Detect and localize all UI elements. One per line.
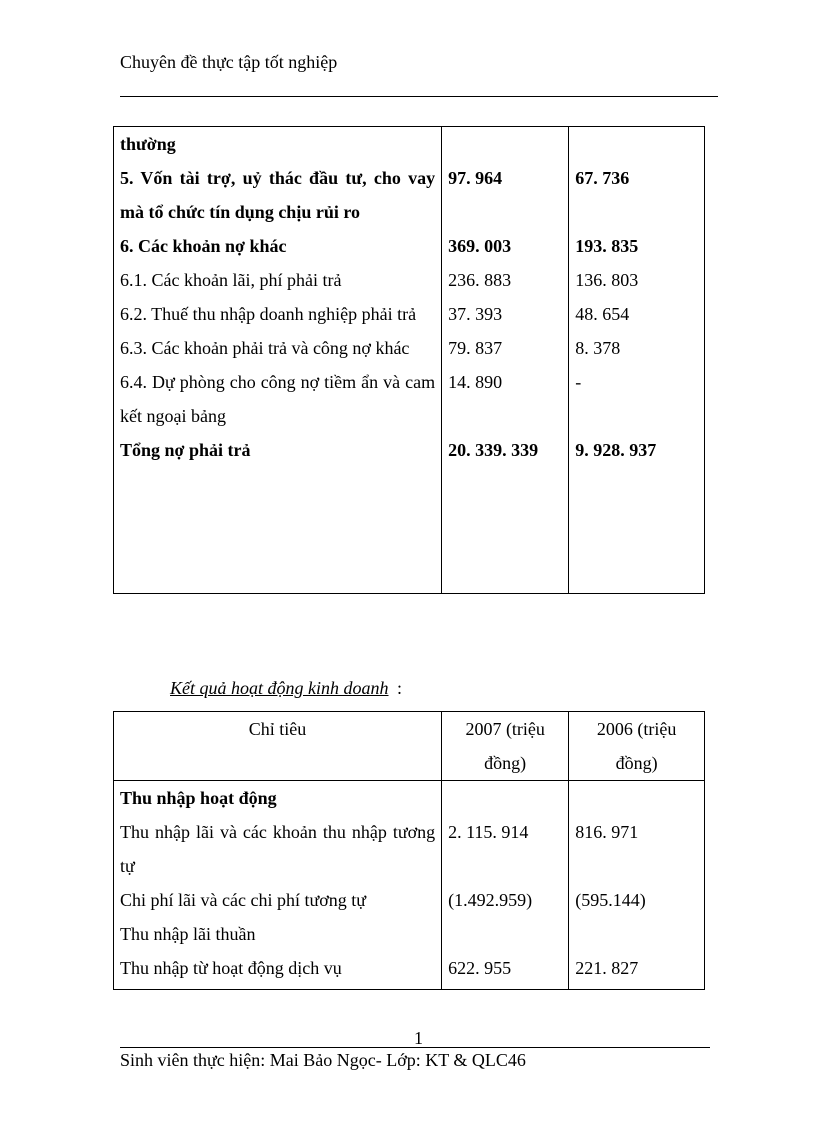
row-label: 6.4. Dự phòng cho công nợ tiềm ẩn và cam kết ngoại bảng — [114, 365, 442, 433]
value-2006: 816. 971 — [569, 815, 705, 883]
header-indicator: Chỉ tiêu — [114, 712, 442, 781]
section-caption: Kết quả hoạt động kinh doanh — [170, 678, 389, 698]
row-label: Thu nhập lãi và các khoản thu nhập tương tự — [114, 815, 442, 883]
value-2006: 48. 654 — [569, 297, 705, 331]
row-label: Chi phí lãi và các chi phí tương tự — [114, 883, 442, 917]
table-row — [114, 297, 705, 331]
value-2007: 37. 393 — [442, 297, 569, 331]
table-row — [114, 263, 705, 297]
table-row — [114, 365, 705, 433]
row-label: Thu nhập từ hoạt động dịch vụ — [114, 951, 442, 990]
business-results-table — [113, 711, 705, 990]
value-2007: 79. 837 — [442, 331, 569, 365]
row-label: Tổng nợ phải trả — [114, 433, 442, 594]
page-number: 1 — [414, 1028, 423, 1048]
footer-author: Sinh viên thực hiện: Mai Bảo Ngọc- Lớp: KT & QLC46 — [120, 1050, 526, 1070]
value-2007: 97. 964 — [442, 161, 569, 229]
value-2007: 2. 115. 914 — [442, 815, 569, 883]
value-2006: 67. 736 — [569, 161, 705, 229]
value-2007 — [442, 781, 569, 816]
value-2006: - — [569, 365, 705, 433]
header-divider — [120, 96, 718, 97]
footer-divider — [120, 1047, 710, 1048]
row-label: 6. Các khoản nợ khác — [114, 229, 442, 263]
value-2007: (1.492.959) — [442, 883, 569, 917]
value-2007: 236. 883 — [442, 263, 569, 297]
row-label: 6.3. Các khoản phải trả và công nợ khác — [114, 331, 442, 365]
header-2006: 2006 (triệu đồng) — [569, 712, 705, 781]
row-label: 6.2. Thuế thu nhập doanh nghiệp phải trả — [114, 297, 442, 331]
page-header-title: Chuyên đề thực tập tốt nghiệp — [120, 52, 338, 72]
value-2006: 193. 835 — [569, 229, 705, 263]
value-2007: 369. 003 — [442, 229, 569, 263]
value-2006 — [569, 781, 705, 816]
value-2006: (595.144) — [569, 883, 705, 917]
value-2007: 622. 955 — [442, 951, 569, 990]
table-header-row — [114, 712, 705, 781]
value-2006 — [569, 127, 705, 162]
table-row — [114, 917, 705, 951]
row-label: Thu nhập hoạt động — [114, 781, 442, 816]
value-2006: 221. 827 — [569, 951, 705, 990]
table-row — [114, 781, 705, 816]
value-2006: 9. 928. 937 — [569, 433, 705, 594]
value-2007: 14. 890 — [442, 365, 569, 433]
row-label: thường — [114, 127, 442, 162]
value-2007 — [442, 917, 569, 951]
header-2007: 2007 (triệu đồng) — [442, 712, 569, 781]
table-row — [114, 229, 705, 263]
row-label: 5. Vốn tài trợ, uỷ thác đầu tư, cho vay mà tổ chức tín dụng chịu rủi ro — [114, 161, 442, 229]
value-2007 — [442, 127, 569, 162]
table-row — [114, 951, 705, 990]
value-2007: 20. 339. 339 — [442, 433, 569, 594]
table-row — [114, 331, 705, 365]
value-2006 — [569, 917, 705, 951]
value-2006: 136. 803 — [569, 263, 705, 297]
row-label: Thu nhập lãi thuần — [114, 917, 442, 951]
row-label: 6.1. Các khoản lãi, phí phải trả — [114, 263, 442, 297]
caption-colon: : — [397, 678, 403, 698]
table-row — [114, 883, 705, 917]
table-row — [114, 127, 705, 162]
value-2006: 8. 378 — [569, 331, 705, 365]
table-row — [114, 161, 705, 229]
table-row — [114, 815, 705, 883]
liabilities-table — [113, 126, 705, 594]
table-row — [114, 433, 705, 594]
